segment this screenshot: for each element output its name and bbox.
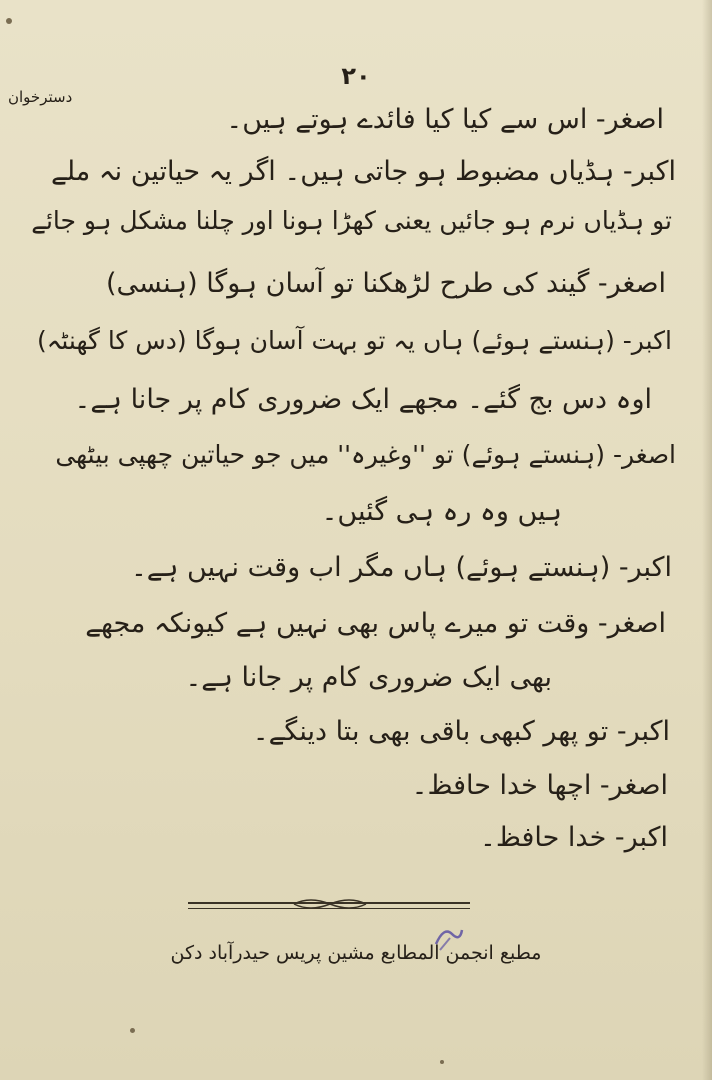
dialogue-line-11: بھی ایک ضروری کام پر جانا ہے۔ [185,662,552,693]
paper-spot [6,18,12,24]
page-number: ۲۰ [341,62,371,90]
paper-spot [440,1060,444,1064]
dialogue-line-14: اکبر- خدا حافظ۔ [480,822,668,853]
dialogue-line-2: اکبر- ہڈیاں مضبوط ہو جاتی ہیں۔ اگر یہ حیاتین نہ ملے [51,156,676,187]
running-header: دسترخوان [8,88,73,106]
dialogue-line-12: اکبر- تو پھر کبھی باقی بھی بتا دینگے۔ [252,716,670,747]
dialogue-line-10: اصغر- وقت تو میرے پاس بھی نہیں ہے کیونکہ مجھے [85,608,666,639]
paper-spot [130,1028,135,1033]
dialogue-line-4: اصغر- گیند کی طرح لڑھکنا تو آسان ہوگا (ہنسی) [105,268,666,299]
dialogue-line-13: اصغر- اچھا خدا حافظ۔ [411,770,668,801]
dialogue-line-7: اصغر- (ہنستے ہوئے) تو ''وغیرہ'' میں جو حیاتین چھپی بیٹھی [55,440,676,469]
dialogue-line-6: اوہ دس بج گئے۔ مجھے ایک ضروری کام پر جانا ہے۔ [74,384,652,415]
dialogue-line-3: تو ہڈیاں نرم ہو جائیں یعنی کھڑا ہونا اور چلنا مشکل ہو جائے [31,206,672,235]
dialogue-line-1: اصغر- اس سے کیا کیا فائدے ہوتے ہیں۔ [226,104,664,135]
dialogue-line-9: اکبر- (ہنستے ہوئے) ہاں مگر اب وقت نہیں ہے۔ [130,552,672,583]
dialogue-line-8: ہیں وہ رہ ہی گئیں۔ [321,496,562,527]
dialogue-line-5: اکبر- (ہنستے ہوئے) ہاں یہ تو بہت آسان ہوگا (دس کا گھنٹہ) [36,326,672,355]
printer-imprint: مطبع انجمن المطابع مشین پریس حیدرآباد دکن [170,942,542,964]
ornament-icon [290,896,370,912]
